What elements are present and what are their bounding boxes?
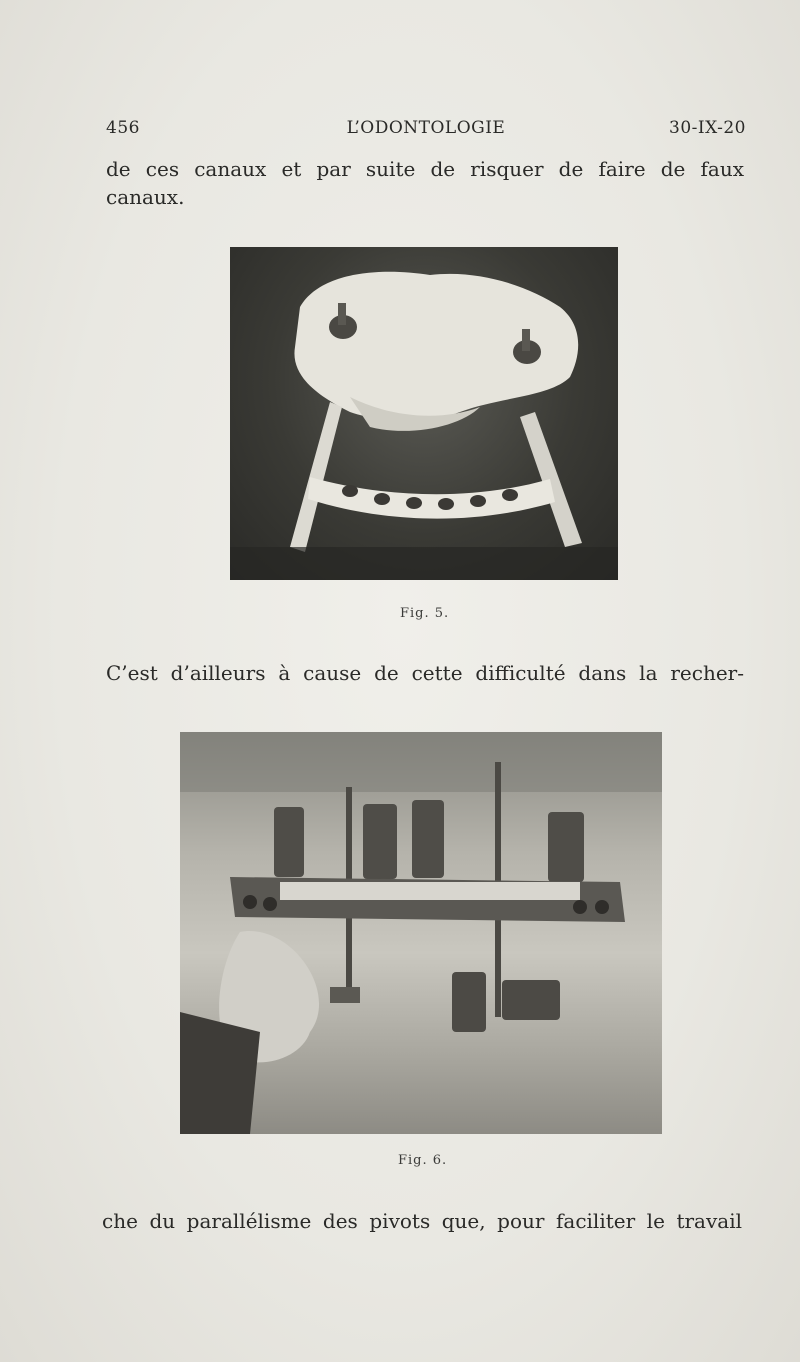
body-text-line: che du parallélisme des pivots que, pour faciliter le travail	[102, 1209, 742, 1233]
page-number: 456	[106, 118, 140, 138]
figure-5-caption: Fig. 5.	[400, 606, 450, 621]
figure-6-photo	[180, 732, 662, 1134]
figure-5-photo	[230, 247, 618, 580]
dental-model-illustration	[230, 247, 618, 580]
figure-6-caption: Fig. 6.	[398, 1153, 448, 1168]
issue-date: 30-IX-20	[669, 118, 746, 138]
parallelometer-illustration	[180, 732, 662, 1134]
journal-title: L’ODONTOLOGIE	[346, 118, 506, 138]
body-text-line: canaux.	[106, 185, 185, 209]
running-header	[106, 118, 746, 142]
body-text-line: de ces canaux et par suite de risquer de faire de faux	[106, 157, 744, 181]
body-text-line: C’est d’ailleurs à cause de cette difficulté dans la recher-	[106, 661, 744, 685]
